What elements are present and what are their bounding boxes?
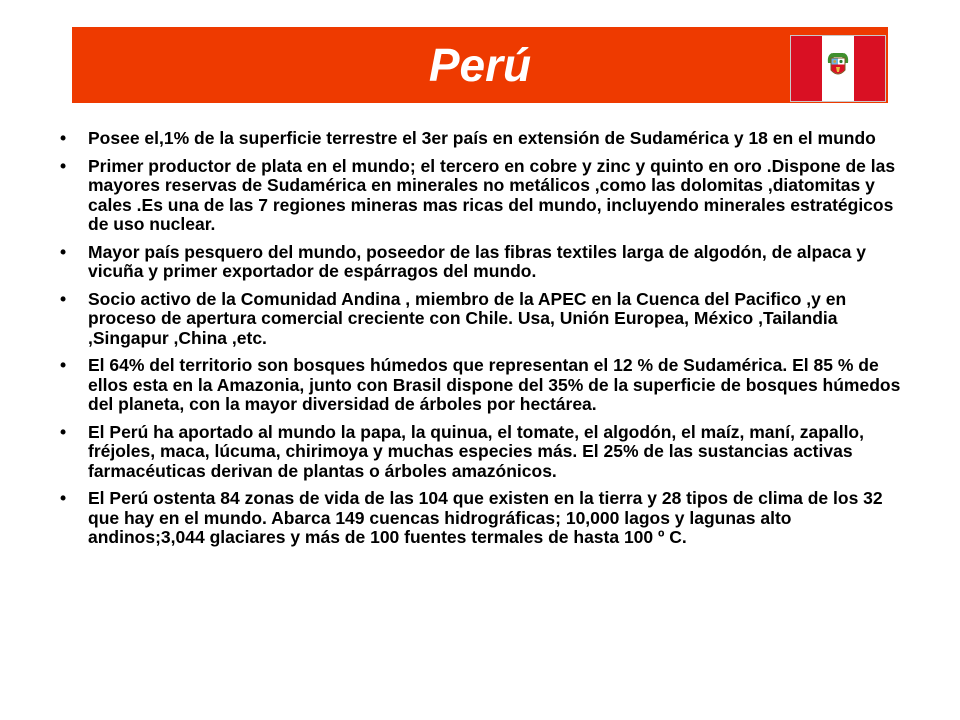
bullet-text: El Perú ha aportado al mundo la papa, la quinua, el tomate, el algodón, el maíz, maní, zapallo, fréjoles, maca, lúcuma, chirimoya y muchas especies más. El 25% de las sustancias activas farmacéuticas derivan de plantas o árboles amazónicos. <box>88 421 864 481</box>
bullet-text: El Perú ostenta 84 zonas de vida de las 104 que existen en la tierra y 28 tipos de clima de los 32 que hay en el mundo. Abarca 149 cuencas hidrográficas; 10,000 lagos y lagunas alto andinos;3,044 glaciares y más de 100 fuentes termales de hasta 100 º C. <box>88 488 883 547</box>
bullet-marker: • <box>60 355 67 375</box>
bullet-item-aportes <box>60 423 910 482</box>
bullet-text: El 64% del territorio son bosques húmedos que representan el 12 % de Sudamérica. El 85 % de ellos esta en la Amazonia, junto con Brasil dispone del 35% de la superficie de bosques húmedos del planeta, con la mayor diversidad de árboles por hectárea. <box>88 355 901 414</box>
bullet-marker: • <box>60 288 67 309</box>
bullet-marker: • <box>60 241 67 262</box>
peru-flag-icon <box>790 35 886 102</box>
bullet-list <box>60 129 910 548</box>
bullet-text: Mayor país pesquero del mundo, poseedor de las fibras textiles larga de algodón, de alpaca y vicuña y primer exportador de espárragos del mundo. <box>88 241 866 281</box>
bullet-item-comunidad-andina <box>60 290 910 349</box>
bullet-content <box>60 129 910 556</box>
slide-title: Perú <box>428 39 532 91</box>
bullet-item-pesquero <box>60 243 910 282</box>
flag-left-stripe <box>791 36 822 101</box>
bullet-item-superficie <box>60 129 910 149</box>
bullet-marker: • <box>60 128 67 148</box>
bullet-item-zonas-de-vida <box>60 489 910 548</box>
flag-graphic <box>791 36 885 101</box>
title-band <box>72 27 888 103</box>
bullet-marker: • <box>60 488 67 508</box>
bullet-item-bosques <box>60 356 910 415</box>
bullet-marker: • <box>60 155 67 176</box>
bullet-marker: • <box>60 421 67 442</box>
flag-right-stripe <box>854 36 885 101</box>
bullet-text: Primer productor de plata en el mundo; el tercero en cobre y zinc y quinto en oro .Dispone de las mayores reservas de Sudamérica en minerales no metálicos ,como las dolomitas ,diatomitas y cales .Es una de las 7 regiones mineras mas ricas del mundo, incluyendo minerales estratégicos de uso nuclear. <box>88 155 896 234</box>
bullet-text: Posee el,1% de la superficie terrestre el 3er país en extensión de Sudamérica y 18 en el mundo <box>88 128 876 148</box>
bullet-item-mineria <box>60 157 910 235</box>
bullet-text: Socio activo de la Comunidad Andina , miembro de la APEC en la Cuenca del Pacifico ,y en proceso de apertura comercial creciente con Chile. Usa, Unión Europea, México ,Tailandia ,Singapur ,China ,etc. <box>88 288 847 348</box>
